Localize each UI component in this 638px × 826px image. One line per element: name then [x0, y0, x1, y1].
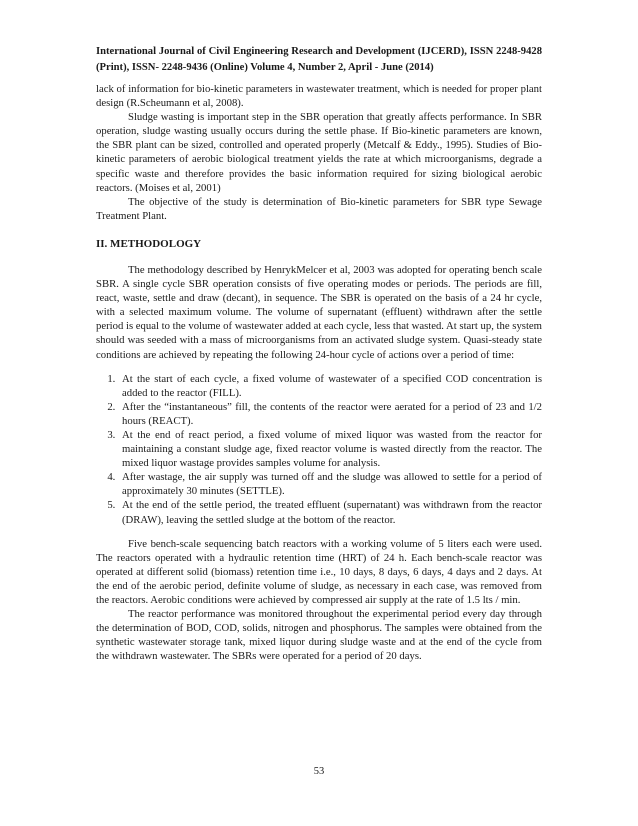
section-heading-methodology: II. METHODOLOGY [96, 237, 202, 250]
journal-header: International Journal of Civil Engineering Research and Development (IJCERD), ISSN 2248-9428 (Print), ISSN- 2248-9436 (Online) Volume 4, Number 2, April - June (2014) [96, 46, 542, 73]
cycle-step-fill: 1. At the start of each cycle, a fixed volume of wastewater of a specified COD concentration is added to the reactor (FILL). [118, 372, 542, 400]
intro-paragraph-2: Sludge wasting is important step in the SBR operation that greatly affects performance. In SBR operation, sludge wasting usually occurs during the settle phase. If Bio-kinetic parameters are known, the SBR plant can be sized, controlled and operated properly (Metcalf & Eddy., 1995). Studies of Bio-kinetic parameters of aerobic biological treatment yields the rate at which microorganisms, degrade a specific waste and therefore provides the basic information required for sizing biological aerobic reactors. (Moises et al, 2001) [96, 111, 542, 194]
cycle-step-react: 2. After the “instantaneous” fill, the contents of the reactor were aerated for a period of 23 and 1/2 hours (REACT). [118, 400, 542, 428]
page-number: 53 [313, 766, 325, 777]
methodology-paragraph-2: Five bench-scale sequencing batch reactors with a working volume of 5 liters each were used. The reactors operated with a hydraulic retention time (HRT) of 24 h. Each bench-scale reactor was operated at different solid (biomass) retention time i.e., 10 days, 8 days, 6 days, 4 days and 2 days. At the end of the aerobic period, definite volume of sludge, as necessary in each case, was removed from the reactors. Aerobic conditions were achieved by compressed air supply at the rate of 1.5 lts / min. [96, 537, 542, 606]
cycle-step-waste: 3. At the end of react period, a fixed volume of mixed liquor was wasted from the reactor for maintaining a constant sludge age, fixed reactor volume is wasted directly from the reactor. The mixed liquor wastage provides samples volume for analysis. [118, 428, 542, 470]
cycle-steps-list [96, 372, 542, 527]
cycle-step-settle: 4. After wastage, the air supply was turned off and the sludge was allowed to settle for a period of approximately 30 minutes (SETTLE). [118, 470, 542, 498]
intro-paragraph-3: The objective of the study is determination of Bio-kinetic parameters for SBR type Sewage Treatment Plant. [96, 195, 542, 222]
page-content [96, 44, 542, 663]
cycle-step-draw: 5. At the end of the settle period, the treated effluent (supernatant) was withdrawn from the reactor (DRAW), leaving the settled sludge at the bottom of the reactor. [118, 498, 542, 526]
methodology-paragraph-3: The reactor performance was monitored throughout the experimental period every day through the determination of BOD, COD, solids, nitrogen and phosphorus. The samples were obtained from the synthetic wastewater storage tank, mixed liquor during sludge waste and at the end of the cycle from the withdrawn wastewater. The SBRs were operated for a period of 20 days. [96, 608, 542, 663]
intro-paragraph-1: lack of information for bio-kinetic parameters in wastewater treatment, which is needed for proper plant design (R.Scheumann et al, 2008). [96, 83, 542, 110]
methodology-paragraph-1: The methodology described by HenrykMelcer et al, 2003 was adopted for operating bench scale SBR. A single cycle SBR operation consists of five operating modes or periods. The periods are fill, react, waste, settle and draw (decant), in sequence. The SBR is operated on the basis of a 24 hr cycle, with a selected maximum volume. The volume of supernatant (effluent) withdrawn after the settle period is equal to the volume of wastewater added at each cycle, less that wasted. At start up, the system should was seeded with a mass of microorganisms from an activated sludge system. Quasi-steady state conditions are achieved by repeating the following 24-hour cycle of actions over a period of time: [96, 263, 542, 361]
